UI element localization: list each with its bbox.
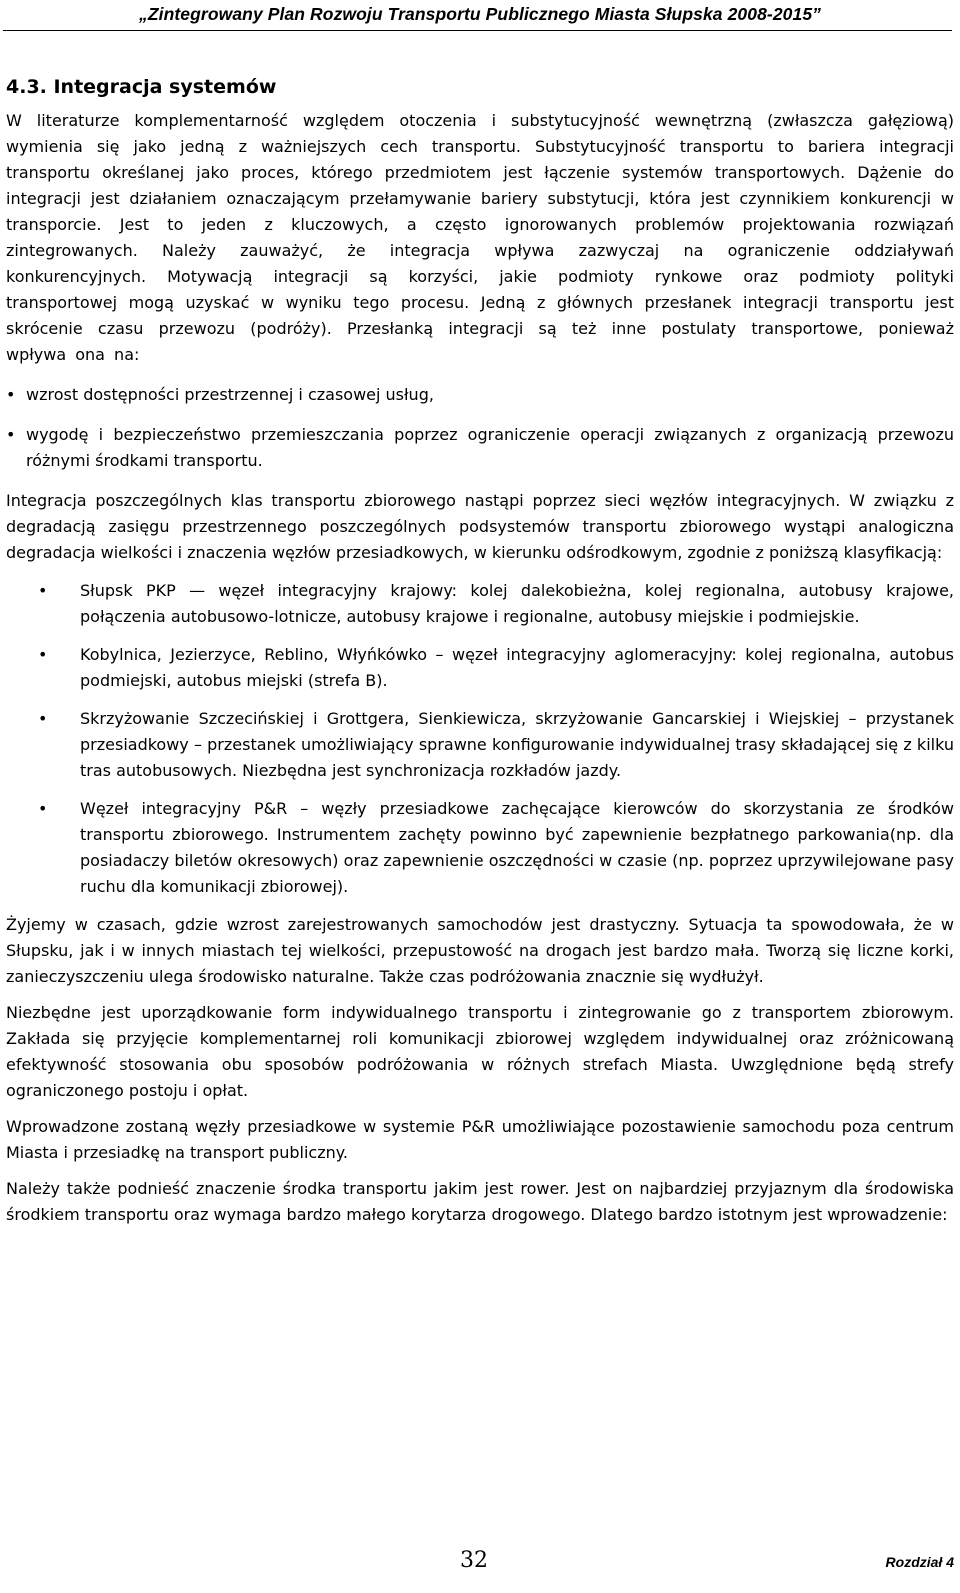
list-item xyxy=(6,706,954,784)
paragraph-bicycle: Należy także podnieść znaczenie środka transportu jakim jest rower. Jest on najbardziej przyjaznym dla środowiska środkiem transportu oraz wymaga bardzo małego korytarza drogowego. Dlatego bardzo istotnym jest wprowadzenie: xyxy=(6,1179,954,1224)
bullet-marker: • xyxy=(6,385,16,404)
paragraph-integration-intro: W literaturze komplementarność względem otoczenia i substytucyjność wewnętrzną (zwłaszcza gałęziową) wymienia się jako jedną z ważniejszych cech transportu. Substytucyjność transportu to bariera integracji transportu określanej jako proces, którego przedmiotem jest łączenie systemów transportowych. Dążenie do integracji jest działaniem oznaczającym przełamywanie bariery substytucji, która jest czynnikiem konkurencji w transporcie. Jest to jeden z kluczowych, a często ignorowanych problemów projektowania rozwiązań zintegrowanych. Należy zauważyć, że integracja wpływa zazwyczaj na ograniczenie oddziaływań konkurencyjnych. Motywacją integracji są korzyści, jakie podmioty rynkowe oraz podmioty polityki transportowej mogą uzyskać w wyniku tego procesu. Jedną z głównych przesłanek integracji transportu jest skrócenie czasu przewozu (podróży). Przesłanką integracji są też inne postulaty transportowe, ponieważ wpływa ona na: xyxy=(6,111,954,364)
list-item-text: Słupsk PKP — węzeł integracyjny krajowy: kolej dalekobieżna, kolej regionalna, autobusy krajowe, połączenia autobusowo-lotnicze, autobusy krajowe i regionalne, autobusy miejskie i podmiejskie. xyxy=(80,581,954,626)
paragraph-node-network: Integracja poszczególnych klas transportu zbiorowego nastąpi poprzez sieci węzłów integracyjnych. W związku z degradacją zasięgu przestrzennego poszczególnych podsystemów transportu zbiorowego wystąpi analogiczna degradacja wielkości i znaczenia węzłów przesiadkowych, w kierunku odśrodkowym, zgodnie z poniższą klasyfikacją: xyxy=(6,491,954,562)
paragraph-car-growth: Żyjemy w czasach, gdzie wzrost zarejestrowanych samochodów jest drastyczny. Sytuacja ta spowodowała, że w Słupsku, jak i w innych miastach tej wielkości, przepustowość na drogach jest bardzo mała. Tworzą się liczne korki, zanieczyszczeniu ulega środowisko naturalne. Także czas podróżowania znacznie się wydłużył. xyxy=(6,915,954,986)
list-item-text: wzrost dostępności przestrzennej i czasowej usług, xyxy=(26,385,434,404)
list-item-text: Węzeł integracyjny P&R – węzły przesiadkowe zachęcające kierowców do skorzystania ze środków transportu zbiorowego. Instrumentem zachęty powinno być zapewnienie bezpłatnego parkowania(np. dla posiadaczy biletów okresowych) oraz zapewnienie oszczędności w czasie (np. poprzez uprzywilejowane pasy ruchu dla komunikacji zbiorowej). xyxy=(80,799,954,896)
list-item xyxy=(6,796,954,900)
paragraph-park-and-ride: Wprowadzone zostaną węzły przesiadkowe w systemie P&R umożliwiające pozostawienie samochodu poza centrum Miasta i przesiadkę na transport publiczny. xyxy=(6,1117,954,1162)
list-item xyxy=(6,578,954,630)
section-title: 4.3. Integracja systemów xyxy=(6,76,277,98)
list-item xyxy=(6,642,954,694)
bullet-marker: • xyxy=(6,425,16,444)
chapter-label: Rozdział 4 xyxy=(885,1554,954,1570)
nodes-list xyxy=(6,578,954,900)
postulates-list xyxy=(6,382,954,474)
list-item xyxy=(6,422,954,474)
list-item-text: Skrzyżowanie Szczecińskiej i Grottgera, Sienkiewicza, skrzyżowanie Gancarskiej i Wiejskiej – przystanek przesiadkowy – przestanek umożliwiający sprawne konfigurowanie indywidualnej trasy składającej się z kilku tras autobusowych. Niezbędna jest synchronizacja rozkładów jazdy. xyxy=(80,709,954,780)
page-number: 32 xyxy=(460,1548,488,1573)
bullet-marker: • xyxy=(38,709,48,728)
list-item xyxy=(6,382,954,408)
paragraph-individual-transport: Niezbędne jest uporządkowanie form indywidualnego transportu i zintegrowanie go z transportem zbiorowym. Zakłada się przyjęcie komplementarnej roli komunikacji zbiorowej względem indywidualnej oraz zróżnicowaną efektywność stosowania obu sposobów podróżowania w różnych strefach Miasta. Uwzględnione będą strefy ograniczonego postoju i opłat. xyxy=(6,1003,954,1100)
bullet-marker: • xyxy=(38,581,48,600)
list-item-text: Kobylnica, Jezierzyce, Reblino, Włyńkówko – węzeł integracyjny aglomeracyjny: kolej regionalna, autobus podmiejski, autobus miejski (strefa B). xyxy=(80,645,954,690)
list-item-text: wygodę i bezpieczeństwo przemieszczania poprzez ograniczenie operacji związanych z organizacją przewozu różnymi środkami transportu. xyxy=(26,425,954,470)
header-rule xyxy=(3,30,952,31)
bullet-marker: • xyxy=(38,799,48,818)
bullet-marker: • xyxy=(38,645,48,664)
running-header: „Zintegrowany Plan Rozwoju Transportu Publicznego Miasta Słupska 2008-2015” xyxy=(138,4,822,24)
content xyxy=(6,74,954,1238)
